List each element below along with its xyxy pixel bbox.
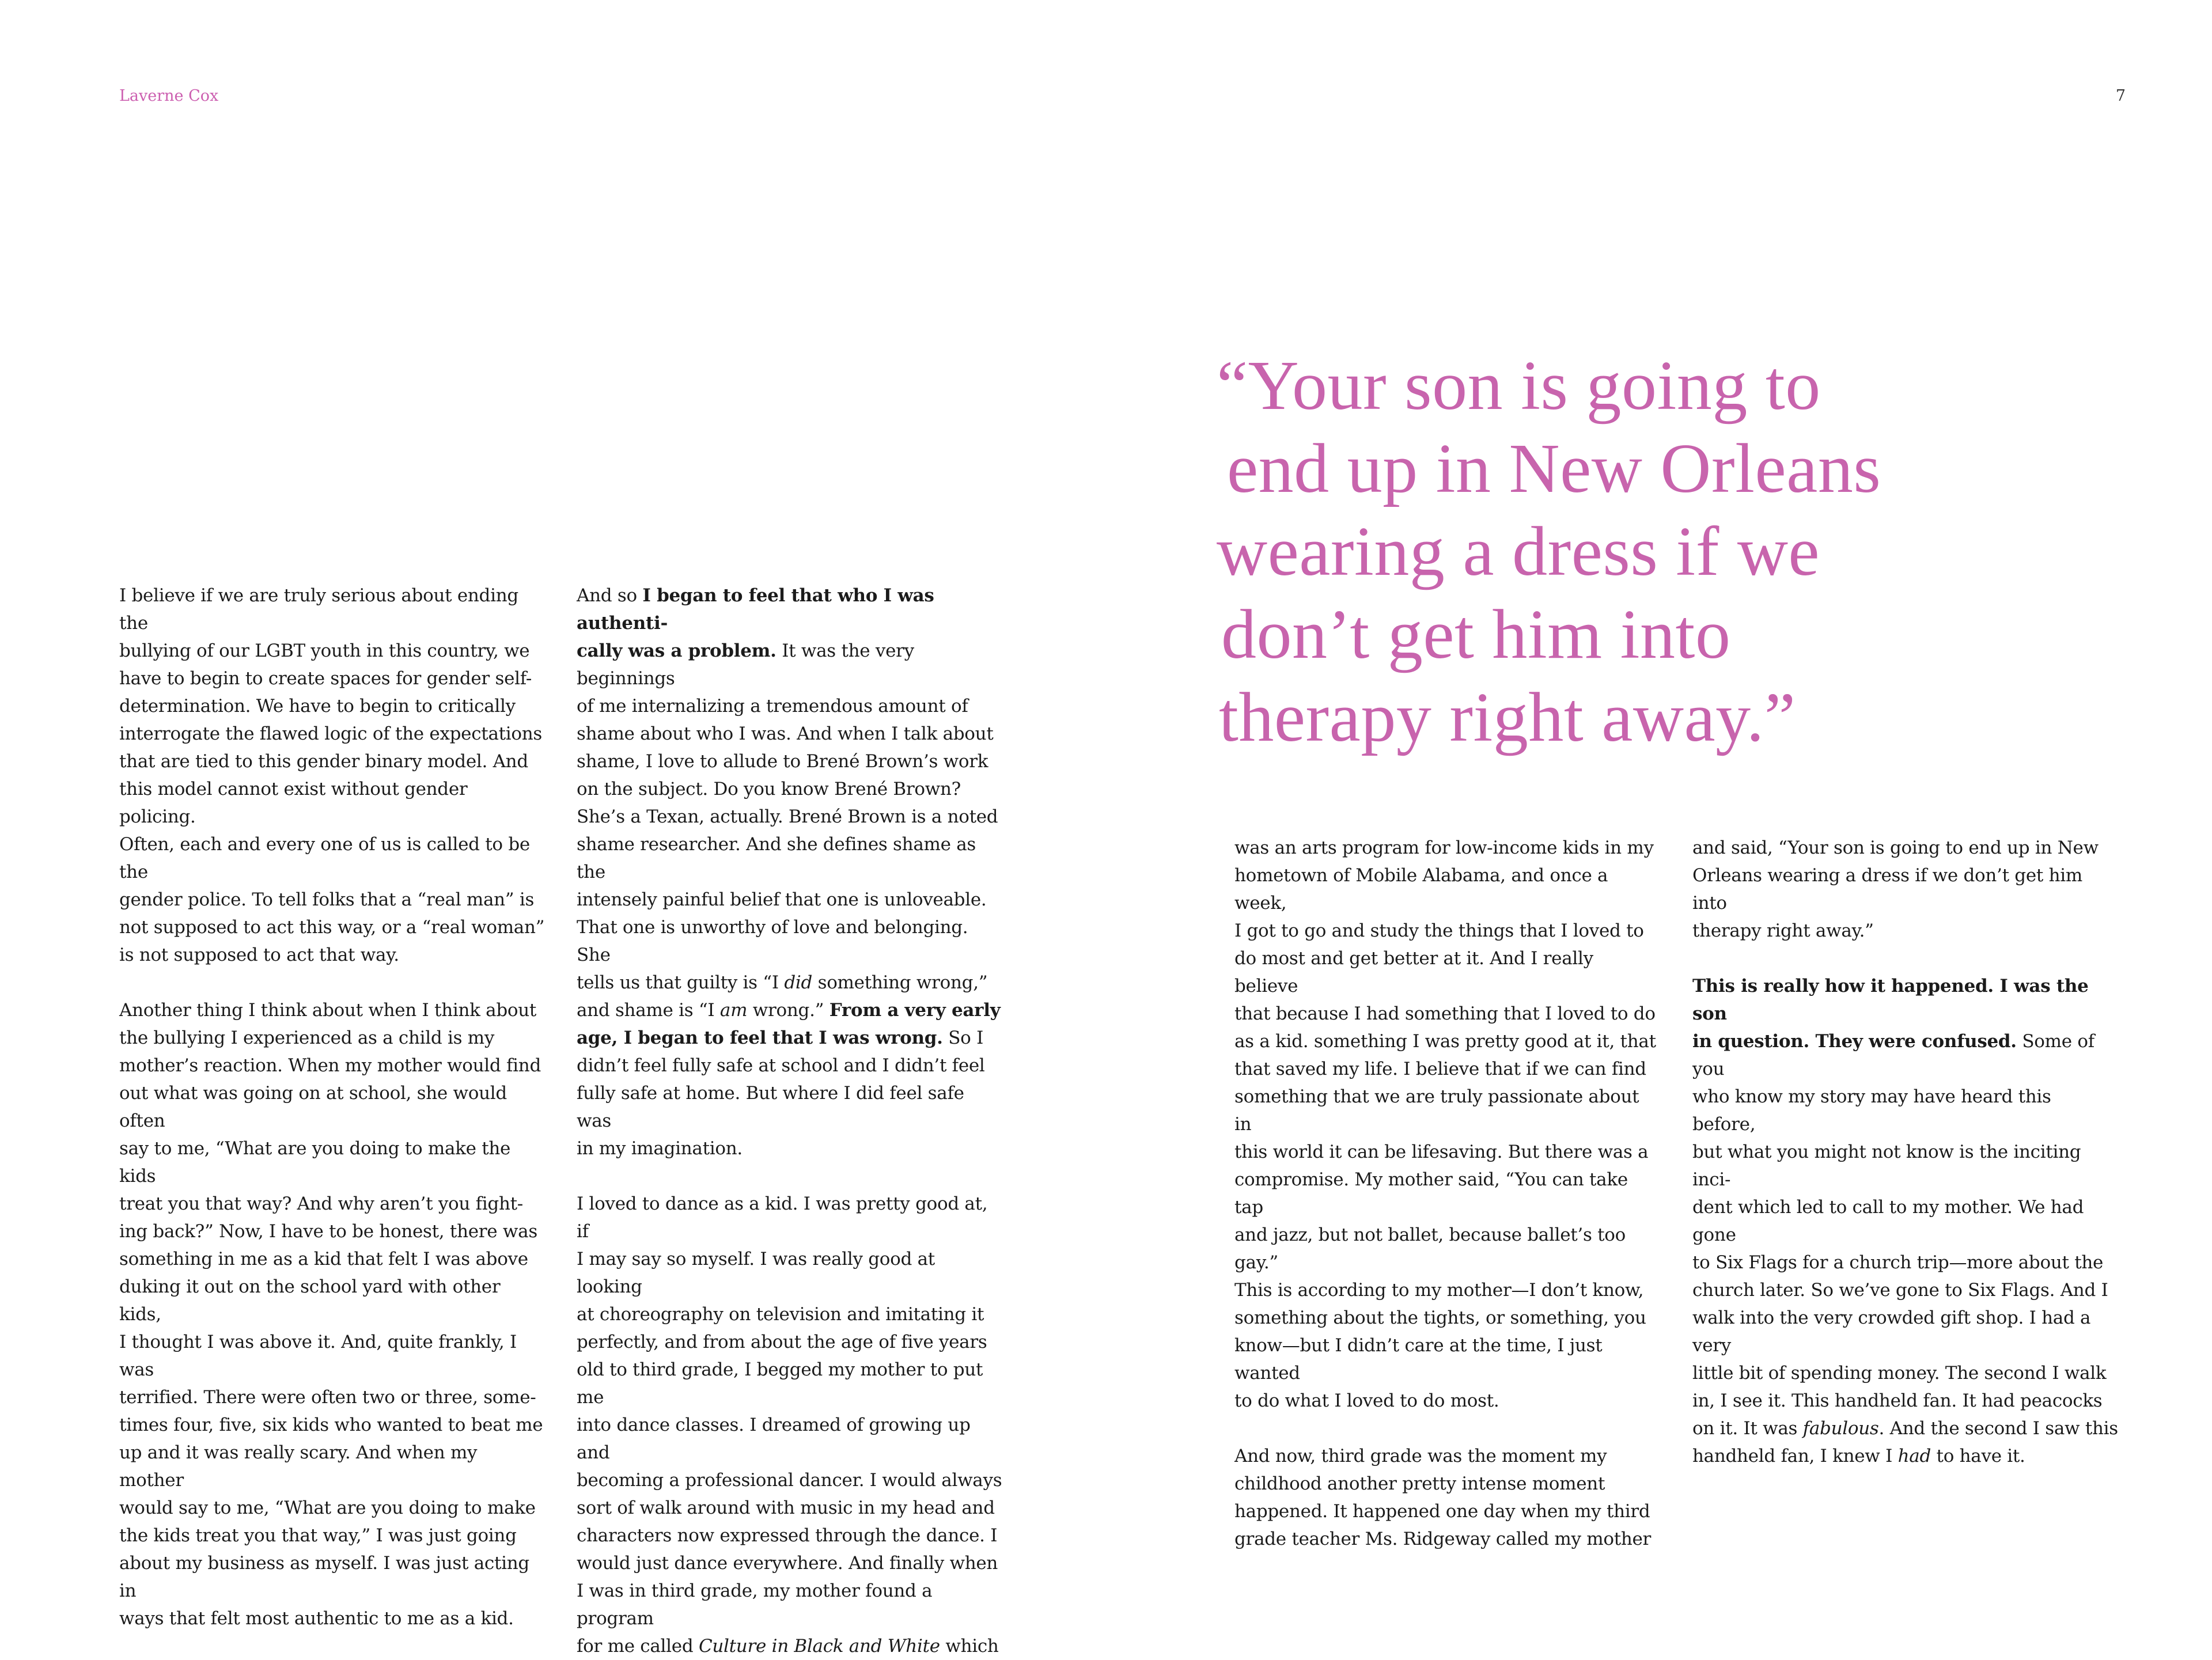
- text-line: into dance classes. I dreamed of growing up and: [577, 1415, 971, 1463]
- italic-text: am: [719, 1000, 748, 1021]
- text-line: on the subject. Do you know Brené Brown?: [577, 779, 961, 799]
- italic-text: did: [784, 972, 813, 993]
- text-run: which: [940, 1636, 999, 1657]
- text-run: . And the second I saw this: [1878, 1418, 2118, 1439]
- text-line: that are tied to this gender binary model. And: [119, 751, 528, 772]
- text-line: times four, five, six kids who wanted to beat me: [119, 1415, 543, 1435]
- text-line: have to begin to create spaces for gender self-: [119, 668, 532, 689]
- text-line: would just dance everywhere. And finally when: [577, 1553, 998, 1574]
- text-line: I believe if we are truly serious about ending the: [119, 585, 518, 634]
- text-line: something in me as a kid that felt I was above: [119, 1249, 528, 1269]
- pull-quote-line: don’t get him into: [1221, 596, 1731, 673]
- paragraph: [1692, 972, 2119, 1470]
- text-run: and shame is “I: [577, 1000, 720, 1021]
- text-run: something wrong,”: [812, 972, 988, 993]
- text-line: I loved to dance as a kid. I was pretty good at, if: [577, 1193, 988, 1242]
- pull-quote-line: end up in New Orleans: [1227, 430, 1881, 507]
- text-line: mother’s reaction. When my mother would find: [119, 1055, 541, 1076]
- text-line: happened. It happened one day when my third: [1234, 1501, 1650, 1522]
- text-run: on it. It was: [1692, 1418, 1803, 1439]
- text-run: to have it.: [1931, 1446, 2025, 1466]
- text-line: dent which led to call to my mother. We had gone: [1692, 1197, 2084, 1245]
- bold-text: I began to feel that who I was authenti-: [577, 585, 934, 634]
- text-line: treat you that way? And why aren’t you fight-: [119, 1193, 523, 1214]
- paragraph: [577, 1190, 1003, 1660]
- text-line: Often, each and every one of us is called to be the: [119, 834, 530, 882]
- text-line: to do what I loved to do most.: [1234, 1390, 1499, 1411]
- text-line: sort of walk around with music in my head and: [577, 1498, 995, 1518]
- text-line: the bullying I experienced as a child is my: [119, 1028, 495, 1048]
- text-line: and said, “Your son is going to end up in New: [1692, 837, 2099, 858]
- text-line: I was in third grade, my mother found a program: [577, 1581, 933, 1629]
- text-line: not supposed to act this way, or a “real woman”: [119, 917, 545, 938]
- pull-quote-line: “Your son is going to: [1217, 347, 1821, 425]
- text-line: would say to me, “What are you doing to make: [119, 1498, 536, 1518]
- text-run: And so: [577, 585, 643, 606]
- text-line: didn’t feel fully safe at school and I didn’t feel: [577, 1055, 985, 1076]
- text-line: Another thing I think about when I think about: [119, 1000, 537, 1021]
- text-line: I got to go and study the things that I loved to: [1234, 920, 1644, 941]
- text-line: old to third grade, I begged my mother to put me: [577, 1359, 983, 1408]
- text-line: is not supposed to act that way.: [119, 945, 399, 965]
- text-line: at choreography on television and imitating it: [577, 1304, 984, 1325]
- text-line: of me internalizing a tremendous amount of: [577, 696, 968, 717]
- text-line: duking it out on the school yard with other kids,: [119, 1276, 501, 1325]
- running-head-author: Laverne Cox: [119, 87, 219, 105]
- text-line: compromise. My mother said, “You can take tap: [1234, 1169, 1628, 1218]
- text-column-3: [1234, 834, 1661, 1553]
- text-line: out what was going on at school, she would often: [119, 1083, 507, 1131]
- text-line: characters now expressed through the dance. I: [577, 1525, 998, 1546]
- text-line: that saved my life. I believe that if we can find: [1234, 1059, 1646, 1079]
- text-run: for me called: [577, 1636, 699, 1657]
- text-line: in, I see it. This handheld fan. It had peacocks: [1692, 1390, 2103, 1411]
- italic-text: Culture in Black and White: [698, 1636, 940, 1657]
- bold-text: This is really how it happened. I was the son: [1692, 976, 2089, 1024]
- text-line: as a kid. something I was pretty good at it, that: [1234, 1031, 1656, 1052]
- text-line: perfectly, and from about the age of five years: [577, 1332, 987, 1352]
- text-line: determination. We have to begin to critically: [119, 696, 516, 717]
- text-line: in my imagination.: [577, 1138, 743, 1159]
- bold-text: From a very early: [829, 1000, 1001, 1021]
- paragraph: [1692, 834, 2119, 945]
- text-column-4: [1692, 834, 2119, 1470]
- page-number: 7: [2115, 87, 2126, 105]
- paragraph: [1234, 834, 1661, 1415]
- text-line: that because I had something that I loved to do: [1234, 1003, 1656, 1024]
- text-line: this model cannot exist without gender policing.: [119, 779, 468, 827]
- text-line: and jazz, but not ballet, because ballet’s too gay.”: [1234, 1225, 1626, 1273]
- text-line: who know my story may have heard this before,: [1692, 1086, 2051, 1135]
- text-line: becoming a professional dancer. I would always: [577, 1470, 1002, 1491]
- text-line: therapy right away.”: [1692, 920, 1874, 941]
- text-line: up and it was really scary. And when my mother: [119, 1442, 478, 1491]
- text-line: about my business as myself. I was just acting in: [119, 1553, 529, 1601]
- text-run: tells us that guilty is “I: [577, 972, 785, 993]
- bold-text: in question. They were confused.: [1692, 1031, 2017, 1052]
- text-line: know—but I didn’t care at the time, I just wanted: [1234, 1335, 1603, 1384]
- paragraph: [119, 996, 546, 1632]
- text-line: ways that felt most authentic to me as a kid.: [119, 1608, 514, 1629]
- text-column-1: [119, 582, 546, 1632]
- text-line: hometown of Mobile Alabama, and once a week,: [1234, 865, 1608, 914]
- text-line: fully safe at home. But where I did feel safe was: [577, 1083, 964, 1131]
- text-run: So I: [942, 1028, 984, 1048]
- text-line: shame, I love to allude to Brené Brown’s work: [577, 751, 988, 772]
- text-run: It was the very beginnings: [577, 640, 914, 689]
- text-line: terrified. There were often two or three, some-: [119, 1387, 536, 1408]
- text-run: Some of you: [1692, 1031, 2094, 1079]
- italic-text: had: [1897, 1446, 1931, 1466]
- text-line: say to me, “What are you doing to make the kids: [119, 1138, 511, 1187]
- pull-quote: [1217, 344, 2115, 759]
- bold-text: age, I began to feel that I was wrong.: [577, 1028, 943, 1048]
- text-line: childhood another pretty intense moment: [1234, 1473, 1605, 1494]
- text-line: This is according to my mother—I don’t know,: [1234, 1280, 1644, 1301]
- text-line: something that we are truly passionate about in: [1234, 1086, 1639, 1135]
- text-line: interrogate the flawed logic of the expectations: [119, 723, 543, 744]
- bold-text: cally was a problem.: [577, 640, 777, 661]
- text-line: the kids treat you that way,” I was just going: [119, 1525, 517, 1546]
- text-line: shame researcher. And she defines shame as the: [577, 834, 976, 882]
- text-line: intensely painful belief that one is unloveable.: [577, 889, 987, 910]
- text-line: And now, third grade was the moment my: [1234, 1446, 1607, 1466]
- text-line: I thought I was above it. And, quite frankly, I was: [119, 1332, 517, 1380]
- text-line: I may say so myself. I was really good at looking: [577, 1249, 935, 1297]
- text-line: to Six Flags for a church trip—more about the: [1692, 1252, 2104, 1273]
- text-line: do most and get better at it. And I really believe: [1234, 948, 1593, 996]
- pull-quote-line: therapy right away.”: [1219, 679, 1796, 756]
- text-line: That one is unworthy of love and belonging. She: [577, 917, 968, 965]
- text-line: but what you might not know is the inciting inci-: [1692, 1142, 2081, 1190]
- paragraph: [119, 582, 546, 969]
- text-column-2: [577, 582, 1003, 1660]
- text-line: little bit of spending money. The second I walk: [1692, 1363, 2107, 1384]
- paragraph: [1234, 1442, 1661, 1553]
- text-line: church later. So we’ve gone to Six Flags. And I: [1692, 1280, 2108, 1301]
- text-line: ing back?” Now, I have to be honest, there was: [119, 1221, 537, 1242]
- text-line: bullying of our LGBT youth in this country, we: [119, 640, 530, 661]
- text-line: was an arts program for low-income kids in my: [1234, 837, 1654, 858]
- text-run: wrong.”: [747, 1000, 830, 1021]
- text-run: handheld fan, I knew I: [1692, 1446, 1898, 1466]
- text-line: grade teacher Ms. Ridgeway called my mother: [1234, 1529, 1652, 1549]
- text-line: something about the tights, or something, you: [1234, 1307, 1646, 1328]
- pull-quote-line: wearing a dress if we: [1217, 513, 1820, 590]
- italic-text: fabulous: [1802, 1418, 1879, 1439]
- text-line: Orleans wearing a dress if we don’t get him into: [1692, 865, 2082, 914]
- paragraph: [577, 582, 1003, 1162]
- text-line: gender police. To tell folks that a “real man” is: [119, 889, 535, 910]
- text-line: She’s a Texan, actually. Brené Brown is a noted: [577, 806, 998, 827]
- text-line: shame about who I was. And when I talk about: [577, 723, 994, 744]
- text-line: this world it can be lifesaving. But there was a: [1234, 1142, 1649, 1162]
- text-line: walk into the very crowded gift shop. I had a very: [1692, 1307, 2091, 1356]
